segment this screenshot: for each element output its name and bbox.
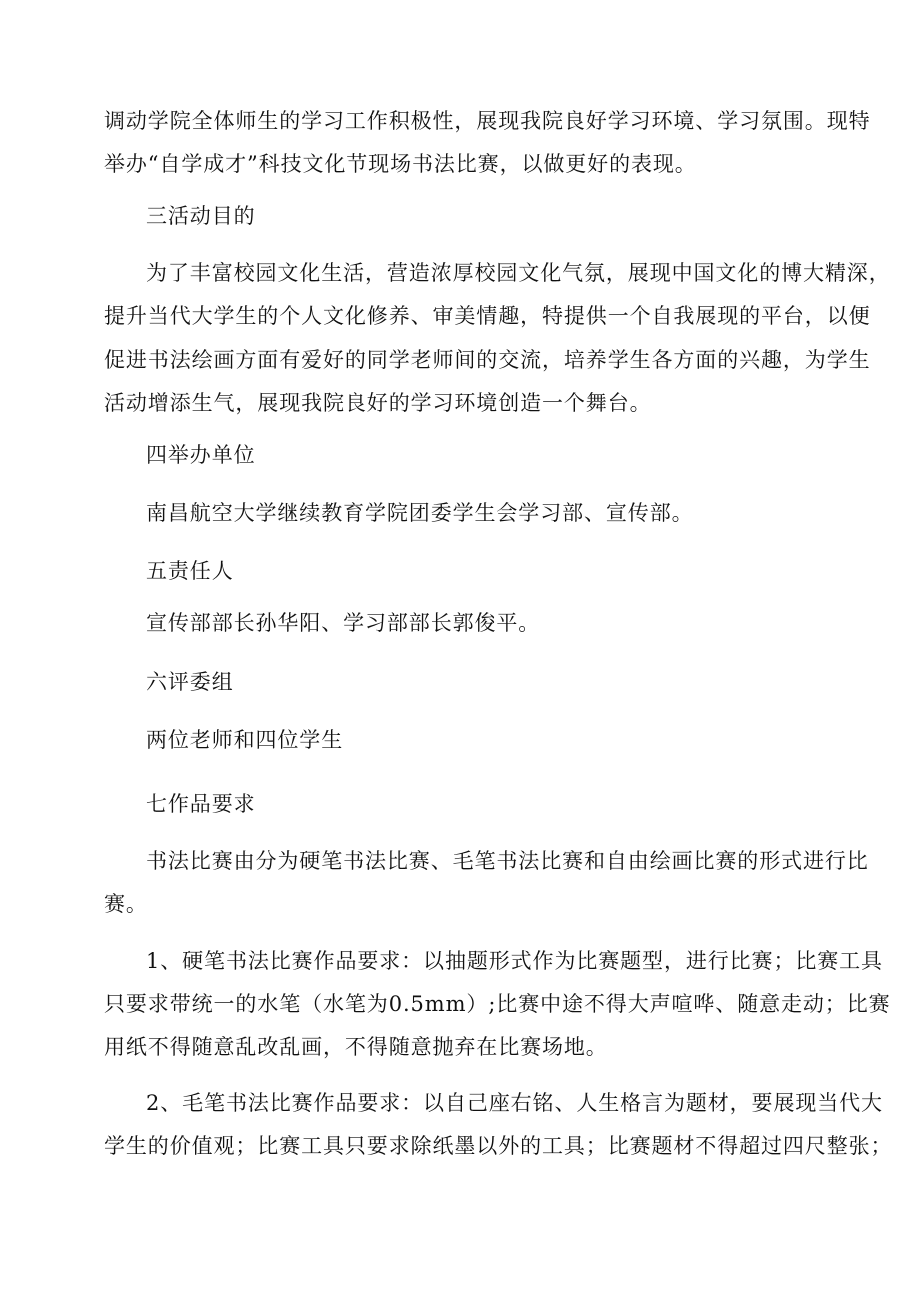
section-heading-organizer: 四举办单位	[146, 443, 256, 467]
body-line-16: 赛。	[104, 892, 148, 916]
judges-text: 两位老师和四位学生	[146, 728, 344, 752]
organizer-text: 南昌航空大学继续教育学院团委学生会学习部、宣传部。	[146, 501, 694, 525]
body-line-15: 书法比赛由分为硬笔书法比赛、毛笔书法比赛和自由绘画比赛的形式进行比	[146, 849, 869, 873]
body-line-1: 调动学院全体师生的学习工作积极性，展现我院良好学习环境、学习氛围。现特	[104, 109, 871, 133]
body-line-5: 提升当代大学生的个人文化修养、审美情趣，特提供一个自我展现的平台，以便	[104, 304, 871, 328]
section-heading-responsible: 五责任人	[146, 559, 234, 583]
body-line-21: 学生的价值观；比赛工具只要求除纸墨以外的工具；比赛题材不得超过四尺整张；	[104, 1134, 893, 1158]
body-line-2: 举办“自学成才”科技文化节现场书法比赛，以做更好的表现。	[104, 152, 697, 176]
body-line-18: 只要求带统一的水笔（水笔为0.5mm）;比赛中途不得大声喧哗、随意走动；比赛	[104, 992, 891, 1016]
body-line-19: 用纸不得随意乱改乱画，不得随意抛弃在比赛场地。	[104, 1035, 608, 1059]
body-line-4: 为了丰富校园文化生活，营造浓厚校园文化气氛，展现中国文化的博大精深，	[146, 261, 891, 285]
responsible-text: 宣传部部长孙华阳、学习部部长郭俊平。	[146, 611, 541, 635]
body-line-6: 促进书法绘画方面有爱好的同学老师间的交流，培养学生各方面的兴趣，为学生	[104, 348, 871, 372]
section-heading-judges: 六评委组	[146, 670, 234, 694]
body-line-7: 活动增添生气，展现我院良好的学习环境创造一个舞台。	[104, 391, 652, 415]
section-heading-requirements: 七作品要求	[146, 792, 256, 816]
section-heading-objectives: 三活动目的	[146, 204, 256, 228]
body-line-20: 2、毛笔书法比赛作品要求：以自己座右铭、人生格言为题材，要展现当代大	[146, 1091, 883, 1115]
body-line-17: 1、硬笔书法比赛作品要求：以抽题形式作为比赛题型，进行比赛；比赛工具	[146, 949, 883, 973]
